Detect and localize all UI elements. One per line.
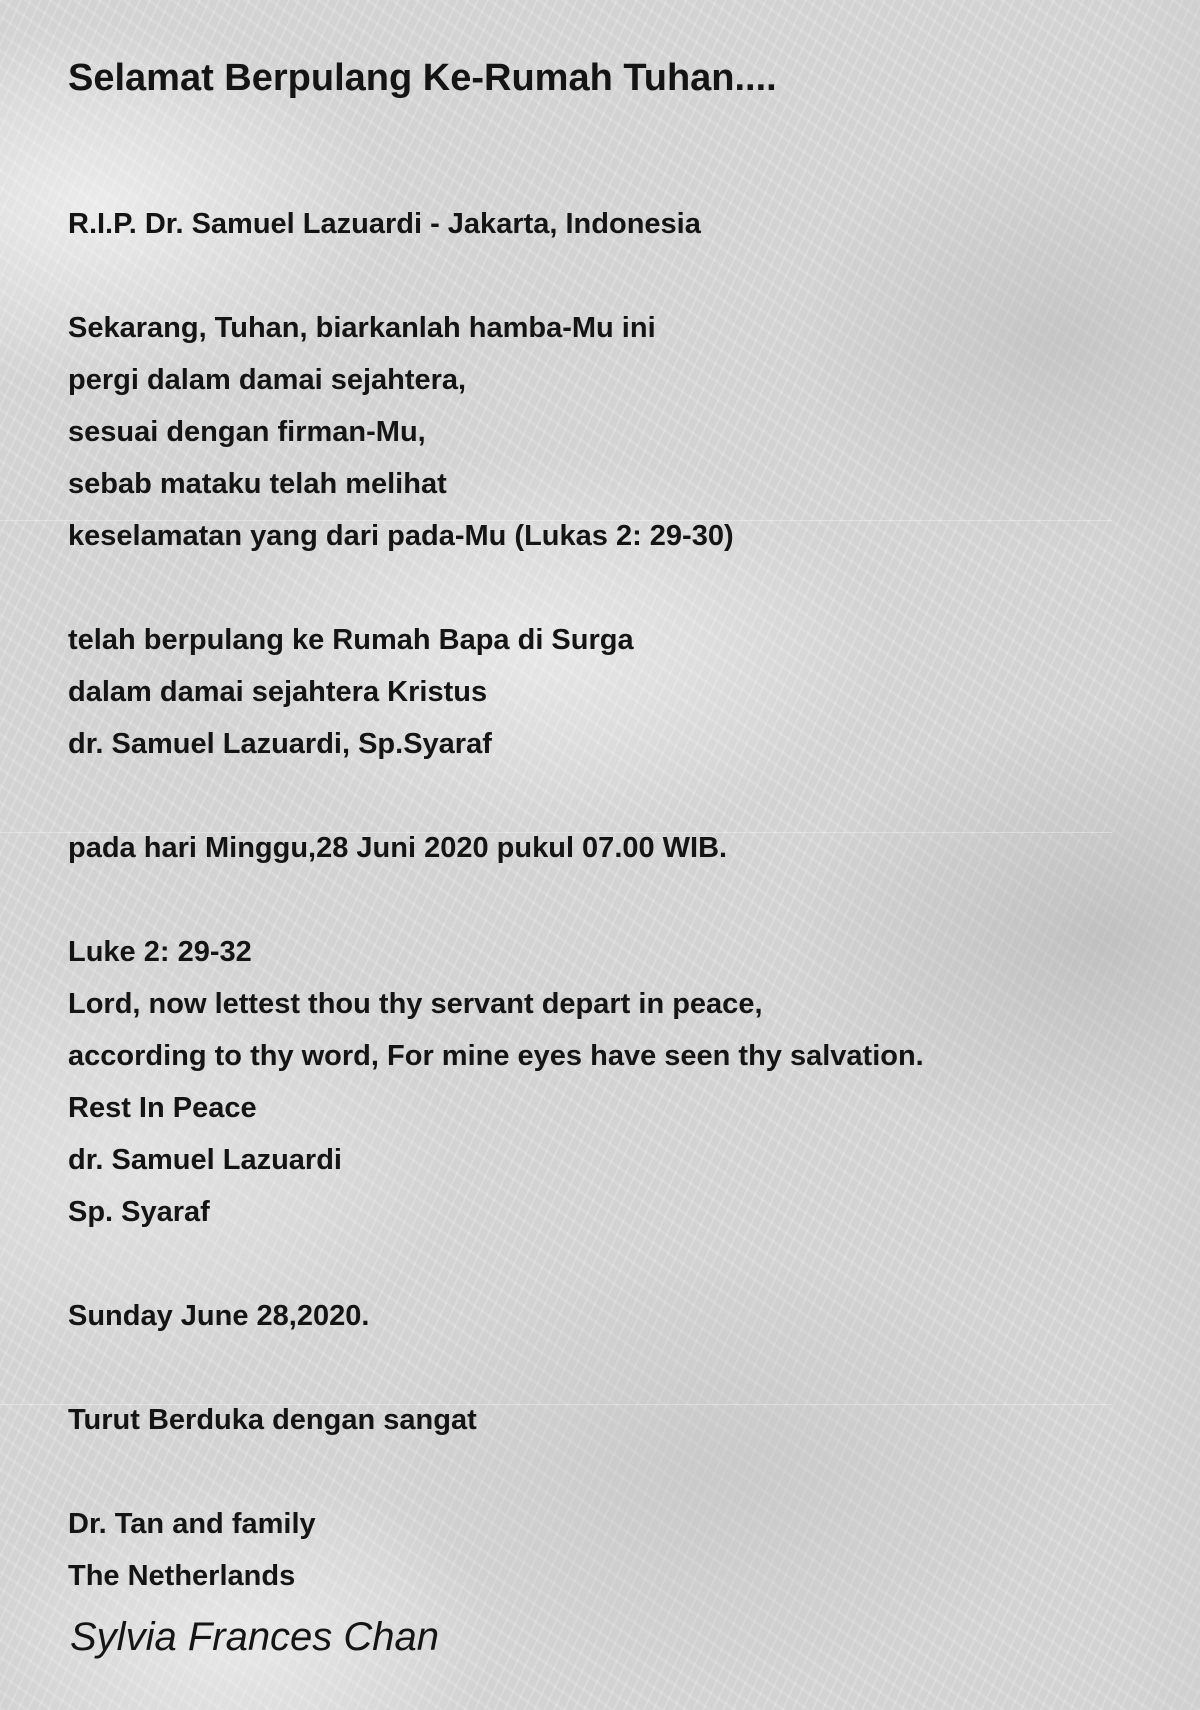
poem-line: Sp. Syaraf (68, 1196, 210, 1228)
poem-line: sebab mataku telah melihat (68, 468, 447, 500)
poem-line: according to thy word, For mine eyes have seen thy salvation. (68, 1040, 924, 1072)
poem-line: pada hari Minggu,28 Juni 2020 pukul 07.00 WIB. (68, 832, 728, 864)
poem-title: Selamat Berpulang Ke-Rumah Tuhan.... (68, 57, 777, 99)
poem-line: The Netherlands (68, 1560, 296, 1592)
poem-line: Luke 2: 29-32 (68, 936, 252, 968)
poem-line: dr. Samuel Lazuardi (68, 1144, 342, 1176)
poem-container (68, 50, 1128, 1592)
poem-line: telah berpulang ke Rumah Bapa di Surga (68, 624, 634, 656)
poem-line: Sekarang, Tuhan, biarkanlah hamba-Mu ini (68, 312, 656, 344)
poem-line: Turut Berduka dengan sangat (68, 1404, 477, 1436)
poem-line: Sunday June 28,2020. (68, 1300, 370, 1332)
poem-line: pergi dalam damai sejahtera, (68, 364, 467, 396)
poem-line: sesuai dengan firman-Mu, (68, 416, 426, 448)
poem-line: Lord, now lettest thou thy servant depart in peace, (68, 988, 763, 1020)
poem-line: dalam damai sejahtera Kristus (68, 676, 488, 708)
poem-line: dr. Samuel Lazuardi, Sp.Syaraf (68, 728, 492, 760)
poem-line: keselamatan yang dari pada-Mu (Lukas 2: 29-30) (68, 520, 734, 552)
poem-line: Rest In Peace (68, 1092, 257, 1124)
background-panel-edge (1112, 0, 1200, 1710)
poem-line: Dr. Tan and family (68, 1508, 316, 1540)
poem-line: R.I.P. Dr. Samuel Lazuardi - Jakarta, Indonesia (68, 208, 701, 240)
poem-author[interactable]: Sylvia Frances Chan (70, 1615, 440, 1659)
